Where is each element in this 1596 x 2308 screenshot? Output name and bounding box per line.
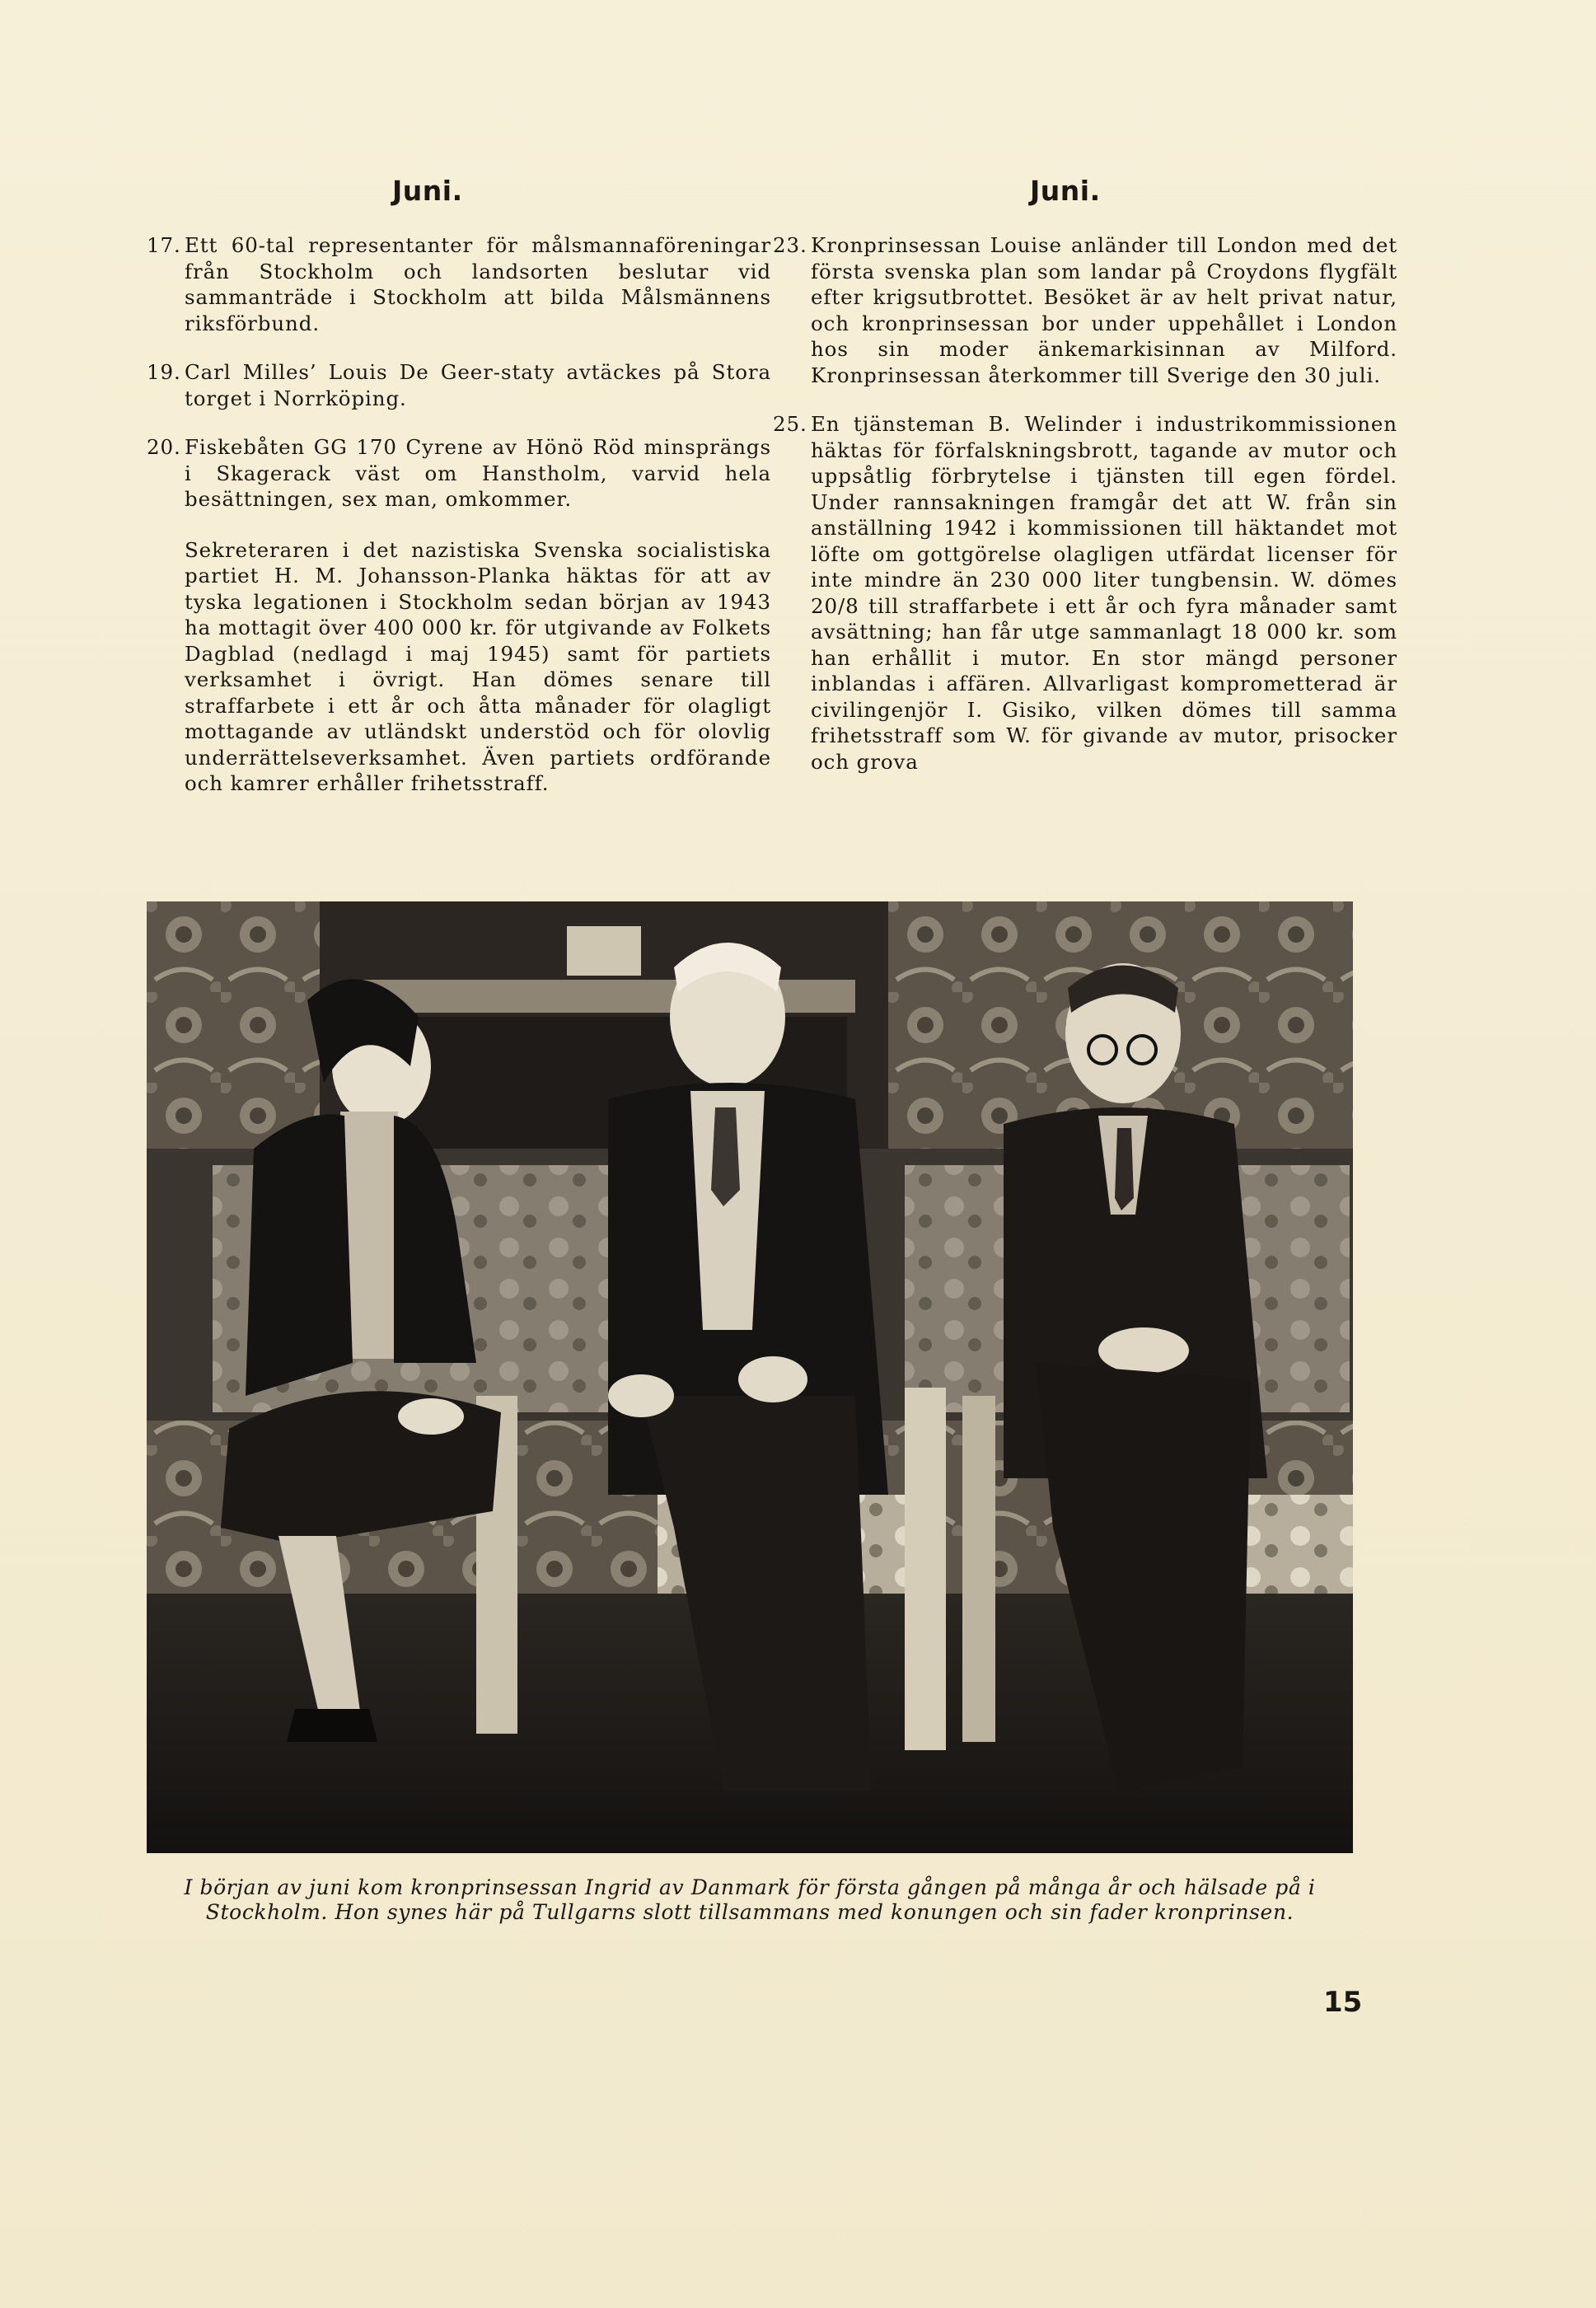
entry-text: Sekreteraren i det nazistiska Svenska socialistiska partiet H. M. Johansson-Planka häktas för att av tyska legationen i Stockholm sedan början av 1943 ha mottagit över 400 000 kr. för utgivande av Folkets Dagblad (nedlagd i maj 1945) samt för partiets verksamhet i övrigt. Han dömes senare till straffarbete i ett år och åtta månader för olagligt mottagande av utländskt understöd och för olovlig underrättelseverksamhet. Även partiets ordförande och kamrer erhåller frihetsstraff. — [185, 537, 771, 795]
left-column — [147, 232, 771, 797]
photograph-image — [147, 901, 1353, 1853]
entry-day-number: 17. — [147, 233, 181, 257]
entry-day-number: 20. — [147, 435, 181, 459]
entry-text: Ett 60-tal representanter för målsmannaföreningar från Stockholm och landsorten beslutar vid sammanträde i Stockholm att bilda Målsmännens riksförbund. — [185, 233, 771, 335]
page-number: 15 — [1323, 1986, 1363, 2019]
photo-caption: I början av juni kom kronprinsessan Ingrid av Danmark för första gången på många år och hälsade på i Stockholm. Hon synes här på Tullgarns slott tillsammans med konungen och sin fader kronprinsen. — [184, 1875, 1316, 1924]
entry-23 — [773, 232, 1397, 388]
entry-text: Carl Milles’ Louis De Geer-staty avtäckes på Stora torget i Norrköping. — [185, 360, 771, 410]
entry-25 — [773, 411, 1397, 775]
entry-17 — [147, 232, 771, 336]
right-column-heading: Juni. — [1030, 175, 1101, 207]
entry-text: Kronprinsessan Louise anländer till London med det första svenska plan som landar på Croydons flygfält efter krigsutbrottet. Besöket är av helt privat natur, och kronprinsessan bor under uppehållet i London hos sin moder änkemarkisinnan av Milford. Kronprinsessan återkommer till Sverige den 30 juli. — [811, 233, 1397, 387]
left-column-heading: Juni. — [392, 175, 463, 207]
entry-text: En tjänsteman B. Welinder i industrikommissionen häktas för förfalskningsbrott, tagande av mutor och uppsåtlig förbrytelse i tjänsten till egen fördel. Under rannsakningen framgår det att W. från sin anställning 1942 i kommissionen till häktandet mot löfte om gottgörelse olagligen utfärdat licenser för inte mindre än 230 000 liter tungbensin. W. dömes 20/8 till straffarbete i ett år och fyra månader samt avsättning; han får utge sammanlagt 18 000 kr. som han erhållit i mutor. En stor mängd personer inblandas i affären. Allvarligast komprometterad är civilingenjör I. Gisiko, vilken dömes till samma frihetsstraff som W. för givande av mutor, prisocker och grova — [811, 412, 1397, 774]
entry-day-number: 25. — [773, 412, 807, 436]
entry-20 — [147, 434, 771, 513]
entry-day-number: 23. — [773, 233, 807, 257]
entry-20-continued — [147, 537, 771, 797]
right-column — [773, 232, 1397, 775]
photograph — [147, 901, 1353, 1853]
entry-day-number: 19. — [147, 360, 181, 384]
entry-19 — [147, 359, 771, 411]
entry-text: Fiskebåten GG 170 Cyrene av Hönö Röd minsprängs i Skagerack väst om Hanstholm, varvid hela besättningen, sex man, omkommer. — [185, 435, 771, 511]
